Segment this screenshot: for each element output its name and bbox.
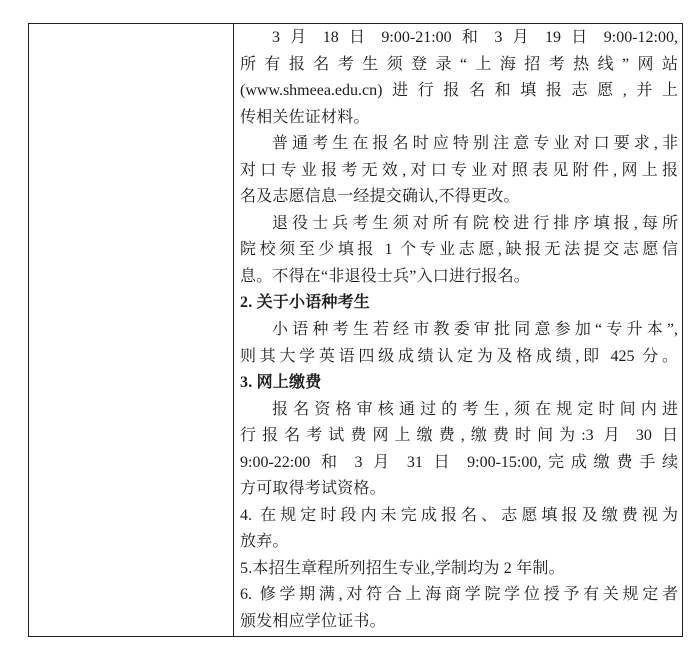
text-line: 传相关佐证材料。	[240, 108, 370, 126]
text-line: 2. 关于小语种考生	[240, 294, 371, 312]
text-line: 小语种考生若经市教委审批同意参加“专升本”,	[272, 321, 678, 339]
text-line: 3. 网上缴费	[240, 374, 322, 392]
text-line: 息。不得在“非退役士兵”入口进行报名。	[240, 267, 531, 285]
text-line: 报名资格审核通过的考生,须在规定时间内进	[272, 400, 678, 418]
text-line: 院校须至少填报 1 个专业志愿,缺报无法提交志愿信	[240, 241, 678, 259]
table-cell-right	[234, 24, 682, 636]
text-line: 9:00-22:00 和 3 月 31 日 9:00-15:00,完成缴费手续	[240, 453, 678, 471]
table-cell-left	[29, 24, 234, 636]
text-line: 对口专业报考无效,对口专业对照表见附件,网上报	[240, 161, 678, 179]
text-line: 则其大学英语四级成绩认定为及格成绩,即 425 分。	[240, 347, 678, 365]
text-line: 6. 修学期满,对符合上海商学院学位授予有关规定者	[240, 586, 678, 604]
text-line: 5.本招生章程所列招生专业,学制均为 2 年制。	[240, 559, 565, 577]
text-line: 放弃。	[240, 533, 289, 551]
text-line: 行报名考试费网上缴费,缴费时间为:3 月 30 日	[240, 427, 678, 445]
text-line: 名及志愿信息一经提交确认,不得更改。	[240, 188, 520, 206]
notice-table	[28, 23, 683, 637]
text-line: 3 月 18 日 9:00-21:00 和 3 月 19 日 9:00-12:00,	[272, 29, 678, 46]
text-line: 所有报名考生须登录“上海招考热线”网站	[240, 55, 678, 73]
text-line: 退役士兵考生须对所有院校进行排序填报,每所	[272, 214, 678, 232]
text-line: 颁发相应学位证书。	[240, 613, 386, 631]
text-line: 普通考生在报名时应特别注意专业对口要求,非	[272, 135, 678, 153]
text-line: (www.shmeea.edu.cn)进行报名和填报志愿,并上	[240, 82, 678, 100]
text-line: 4. 在规定时段内未完成报名、志愿填报及缴费视为	[240, 506, 678, 524]
text-line: 方可取得考试资格。	[240, 480, 386, 498]
